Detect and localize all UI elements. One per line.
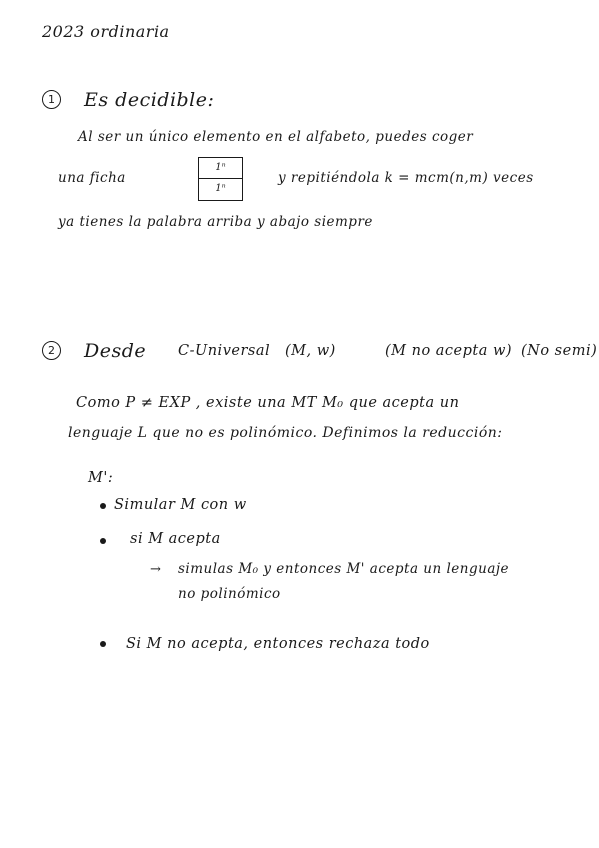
source-problem-label: C-Universal	[178, 343, 271, 359]
problem-condition: (M no acepta w)	[385, 343, 513, 359]
arrow-icon: →	[150, 562, 162, 577]
machine-definition-label: M':	[88, 470, 114, 486]
bullet-dot-3	[100, 641, 106, 647]
section-1-line-1: Al ser un único elemento en el alfabeto, puedes coger	[78, 129, 474, 145]
list-item-if-accepts: si M acepta	[130, 531, 221, 547]
section-2-paragraph-line-1: Como P ≠ EXP , existe una MT M₀ que acepta un	[76, 395, 460, 411]
sub-item-line-1: simulas M₀ y entonces M' acepta un lenguaje	[178, 561, 510, 577]
semidecidability-note: (No semi)	[521, 343, 598, 359]
section-1-line-2-end: y repitiéndola k = mcm(n,m) veces	[278, 170, 534, 186]
section-1-line-2-start: una ficha	[58, 170, 126, 186]
tile-top-string: 1ⁿ	[215, 162, 226, 173]
domino-tile	[198, 157, 243, 201]
section-1-heading: Es decidible:	[84, 89, 215, 111]
section-number-2: 2	[42, 341, 61, 360]
section-number-1: 1	[42, 90, 61, 109]
page-title: 2023 ordinaria	[42, 22, 170, 41]
problem-input: (M, w)	[285, 343, 336, 359]
bullet-dot-1	[100, 503, 106, 509]
section-1-line-3: ya tienes la palabra arriba y abajo siempre	[58, 214, 373, 230]
section-2-paragraph-line-2: lenguaje L que no es polinómico. Definimos la reducción:	[68, 425, 503, 441]
bullet-dot-2	[100, 538, 106, 544]
tile-divider	[199, 178, 242, 179]
tile-bottom-string: 1ⁿ	[215, 183, 226, 194]
sub-item-line-2: no polinómico	[178, 586, 281, 602]
list-item-if-not-accepts: Si M no acepta, entonces rechaza todo	[126, 636, 430, 652]
section-2-heading: Desde	[84, 340, 147, 362]
list-item-simulate: Simular M con w	[114, 497, 247, 513]
